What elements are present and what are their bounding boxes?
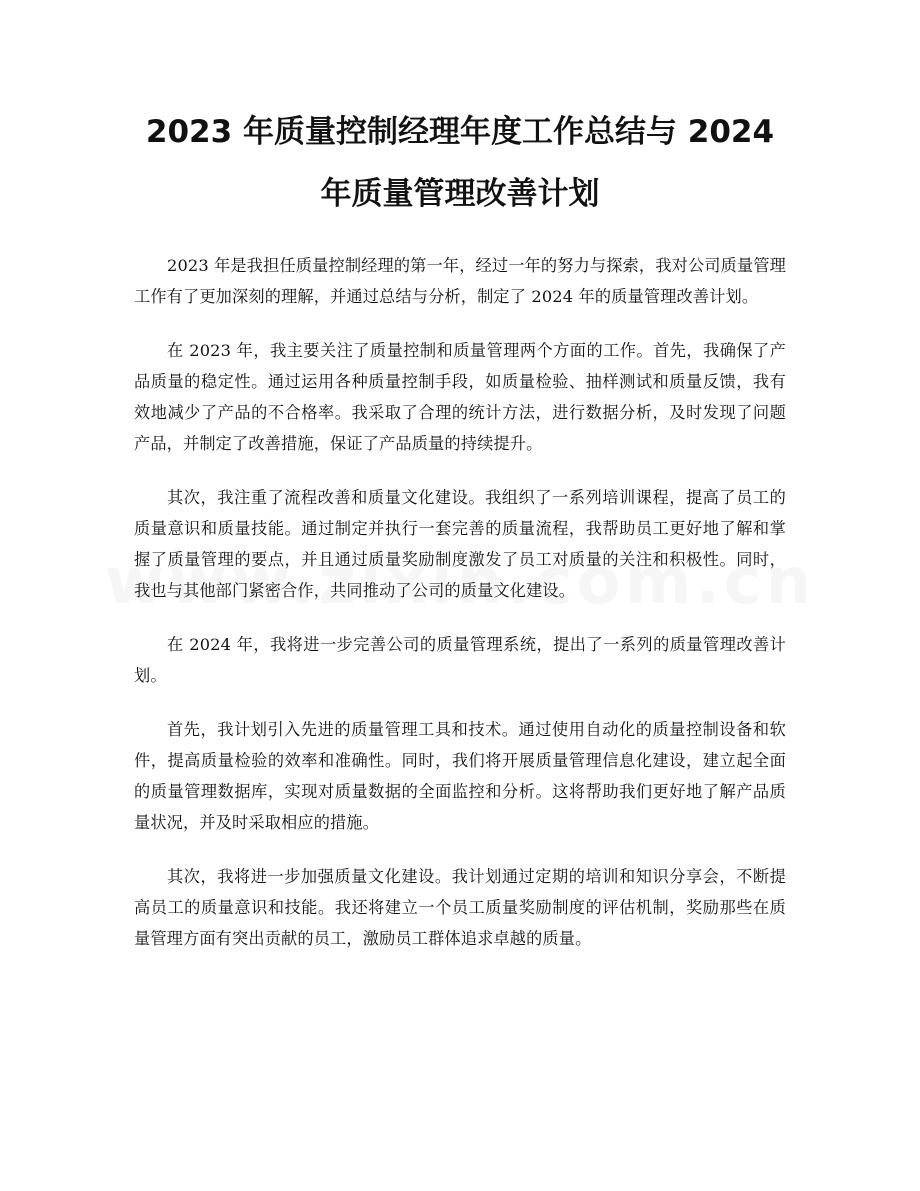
paragraph-2023-quality-control: 在 2023 年，我主要关注了质量控制和质量管理两个方面的工作。首先，我确保了产品质量的稳定性。通过运用各种质量控制手段，如质量检验、抽样测试和质量反馈，我有效地减少了产品的不合格率。我采取了合理的统计方法，进行数据分析，及时发现了问题产品，并制定了改善措施，保证了产品质量的持续提升。 xyxy=(134,341,786,453)
title-line-1: 2023 年质量控制经理年度工作总结与 2024 xyxy=(145,114,775,150)
document-title xyxy=(100,101,820,225)
document-body xyxy=(134,250,786,977)
paragraph-intro: 2023 年是我担任质量控制经理的第一年，经过一年的努力与探索，我对公司质量管理工作有了更加深刻的理解，并通过总结与分析，制定了 2024 年的质量管理改善计划。 xyxy=(134,256,786,306)
title-line-2: 年质量管理改善计划 xyxy=(320,176,600,212)
paragraph-2023-process-culture: 其次，我注重了流程改善和质量文化建设。我组织了一系列培训课程，提高了员工的质量意识和质量技能。通过制定并执行一套完善的质量流程，我帮助员工更好地了解和掌握了质量管理的要点，并且通过质量奖励制度激发了员工对质量的关注和积极性。同时，我也与其他部门紧密合作，共同推动了公司的质量文化建设。 xyxy=(134,488,786,600)
paragraph-2024-tools: 首先，我计划引入先进的质量管理工具和技术。通过使用自动化的质量控制设备和软件，提高质量检验的效率和准确性。同时，我们将开展质量管理信息化建设，建立起全面的质量管理数据库，实现对质量数据的全面监控和分析。这将帮助我们更好地了解产品质量状况，并及时采取相应的措施。 xyxy=(134,720,786,832)
paragraph-2024-culture: 其次，我将进一步加强质量文化建设。我计划通过定期的培训和知识分享会，不断提高员工的质量意识和技能。我还将建立一个员工质量奖励制度的评估机制，奖励那些在质量管理方面有突出贡献的员工，激励员工群体追求卓越的质量。 xyxy=(134,867,786,948)
paragraph-2024-overview: 在 2024 年，我将进一步完善公司的质量管理系统，提出了一系列的质量管理改善计划。 xyxy=(134,635,786,685)
